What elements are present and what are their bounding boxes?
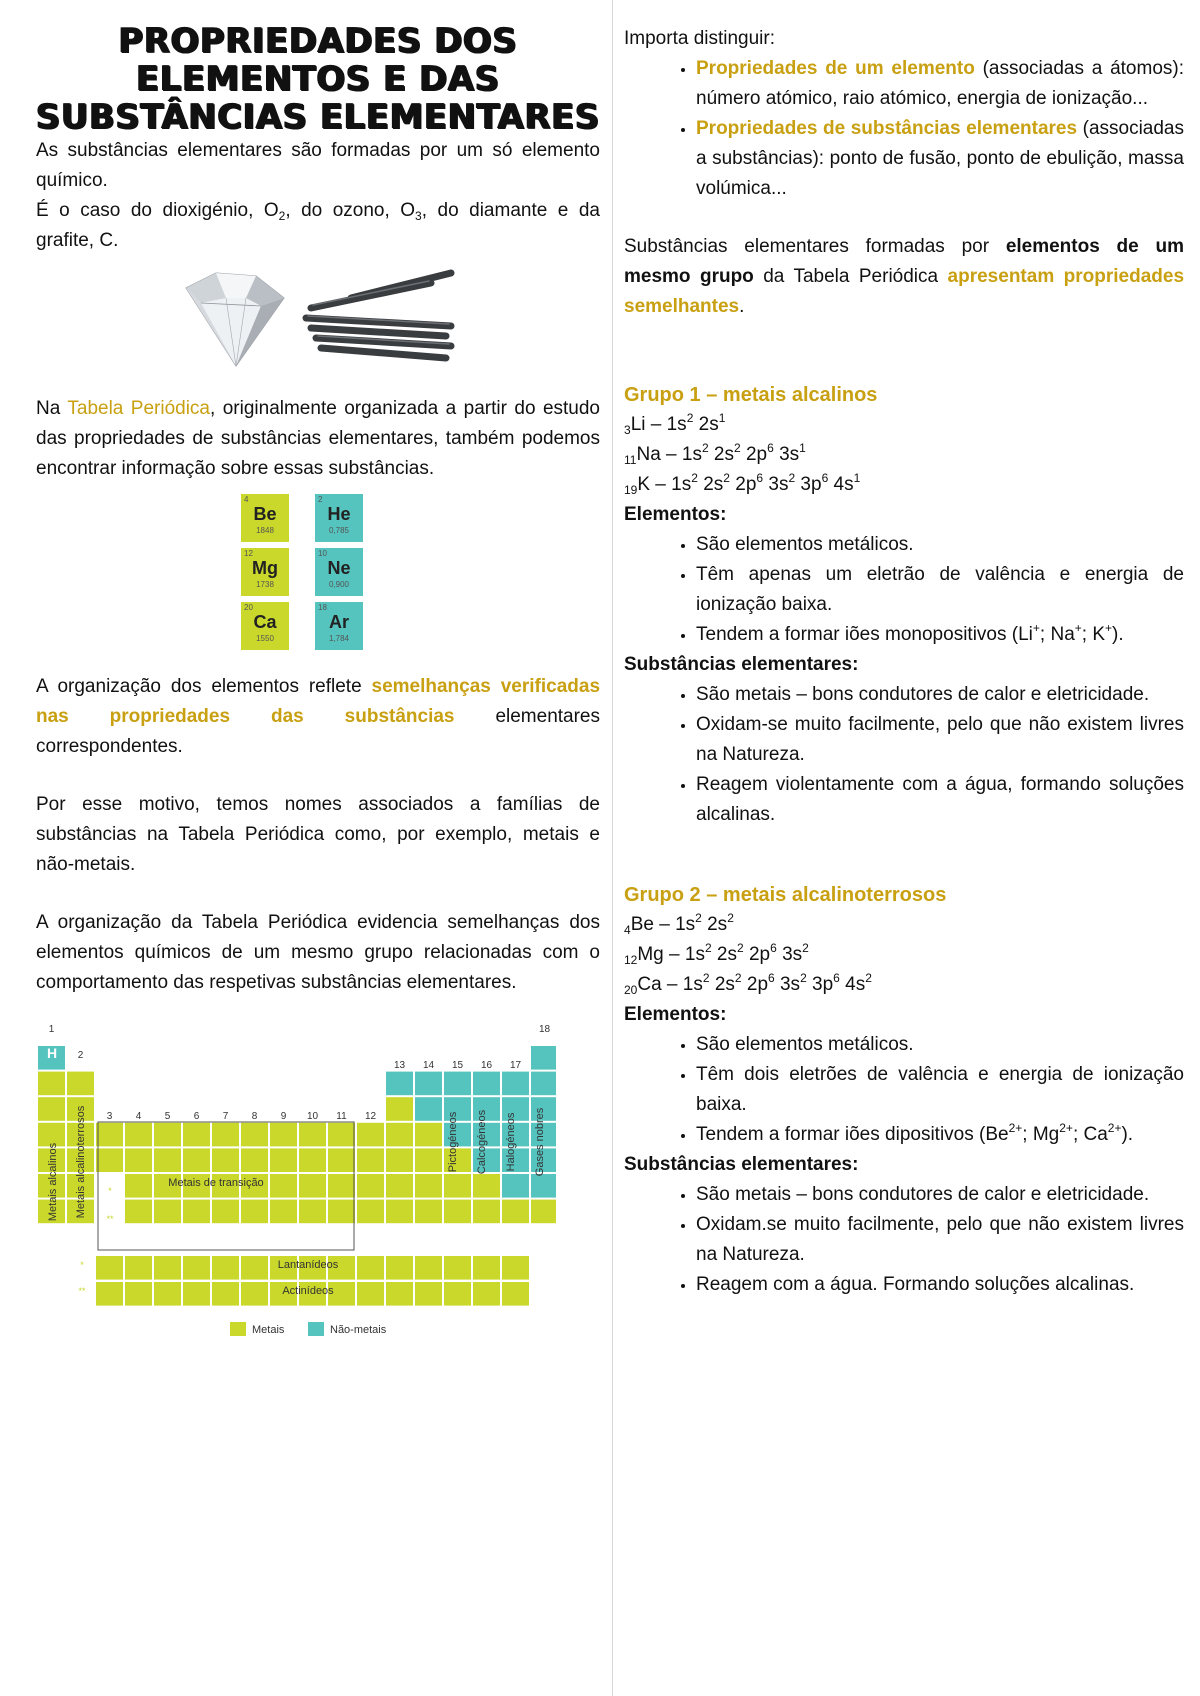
group-number: 16 — [480, 1060, 493, 1071]
orbital: 1s — [671, 474, 692, 495]
pt-cell — [415, 1097, 442, 1121]
electron-configuration — [624, 910, 1184, 940]
para-grupo-d: . — [739, 296, 745, 317]
properties-list — [624, 54, 1184, 204]
orbital: 3s — [773, 444, 800, 465]
pt-cell — [444, 1072, 471, 1096]
orbital: 2s — [708, 444, 735, 465]
pt-cell — [183, 1123, 210, 1147]
pt-cell — [212, 1123, 239, 1147]
orbital-electrons: 1 — [853, 471, 861, 485]
pt-cell — [183, 1200, 210, 1224]
element-tile-be — [241, 494, 289, 542]
pt-cell — [328, 1123, 355, 1147]
atomic-number: 19 — [624, 483, 638, 497]
group1-configurations — [624, 410, 1184, 500]
orbital: 2p — [743, 944, 771, 965]
hydrogen-symbol: H — [46, 1045, 58, 1061]
label-metais-transicao: Metais de transição — [168, 1177, 264, 1189]
pt-cell-lanthanide — [154, 1256, 181, 1280]
pt-cell-lanthanide — [241, 1256, 268, 1280]
orbital-electrons: 2 — [702, 971, 710, 985]
orbital-electrons: 2 — [788, 471, 796, 485]
marker-lanthanides-row: * — [80, 1260, 84, 1270]
orbital-electrons: 2 — [802, 941, 809, 955]
orbital: 2s — [697, 474, 724, 495]
pt-cell-lanthanide — [415, 1256, 442, 1280]
pt-cell — [386, 1123, 413, 1147]
group1-title: Grupo 1 – metais alcalinos — [624, 384, 878, 406]
pt-cell — [154, 1123, 181, 1147]
pt-cell-lanthanide — [386, 1256, 413, 1280]
orbital-electrons: 2 — [704, 941, 712, 955]
electron-configuration — [624, 410, 1184, 440]
element-num: 18 — [318, 603, 327, 612]
list-item: • Oxidam.se muito facilmente, pelo que não existem livres na Natureza. — [696, 1210, 1184, 1270]
group-number: 2 — [77, 1050, 84, 1061]
group2-elementos-list — [624, 1030, 1184, 1150]
pt-cell-actinide — [444, 1282, 471, 1306]
legend-nonmetal-swatch — [308, 1322, 324, 1336]
label-metais-alcalinoterrosos: Metais alcalinoterrosos — [75, 1105, 87, 1219]
list-item: • Oxidam-se muito facilmente, pelo que não existem livres na Natureza. — [696, 710, 1184, 770]
group2-ions — [985, 1121, 1134, 1145]
element-val: 1738 — [256, 580, 274, 589]
marker-actinides-row: ** — [78, 1286, 86, 1296]
label-pictogeneos: Pictogéneos — [447, 1111, 459, 1173]
element-num: 20 — [244, 603, 253, 612]
pt-cell — [444, 1200, 471, 1224]
atomic-number: 3 — [624, 423, 631, 437]
orbital: 2s — [693, 414, 719, 435]
group1-elementos-heading: Elementos: — [624, 504, 727, 525]
legend-metais: Metais — [252, 1324, 285, 1336]
pt-cell — [125, 1174, 152, 1198]
list-item — [696, 114, 1184, 204]
orbital: 1s — [682, 974, 703, 995]
element-tile-he — [315, 494, 363, 542]
pt-cell — [386, 1072, 413, 1096]
pt-cell — [502, 1174, 529, 1198]
ion-symbol: K — [1092, 624, 1106, 645]
ion-symbol: Mg — [1032, 1124, 1060, 1145]
pt-cell — [386, 1148, 413, 1172]
electron-configuration — [624, 470, 1184, 500]
pt-cell — [386, 1097, 413, 1121]
group1-elementos-list — [624, 530, 1184, 650]
page-title: PROPRIEDADES DOS ELEMENTOS E DAS SUBSTÂNCIAS ELEMENTARES — [36, 21, 600, 137]
pt-cell — [328, 1200, 355, 1224]
orbital-electrons: 6 — [756, 471, 764, 485]
orbital-electrons: 2 — [727, 911, 734, 925]
group-number: 5 — [164, 1111, 171, 1122]
pt-cell — [38, 1072, 65, 1096]
element-num: 10 — [318, 549, 327, 558]
label-lantanideos: Lantanídeos — [277, 1259, 339, 1271]
marker-actinides-cell: ** — [106, 1214, 114, 1224]
periodic-table-paragraph — [36, 394, 600, 484]
pt-cell-actinide — [125, 1282, 152, 1306]
pt-cell-actinide — [154, 1282, 181, 1306]
diamond-image — [166, 268, 296, 368]
pt-cell — [357, 1174, 384, 1198]
pt-cell — [415, 1200, 442, 1224]
element-num: 2 — [318, 495, 323, 504]
ion-separator: ; — [1039, 624, 1051, 645]
similarities-highlight: semelhanças verificadas nas propriedades das substâncias — [36, 676, 601, 727]
group-number: 4 — [135, 1111, 142, 1122]
list-item: • São metais – bons condutores de calor e eletricidade. — [696, 1180, 1184, 1210]
list-item: • Reagem violentamente com a água, formando soluções alcalinas. — [696, 770, 1184, 830]
group-evidence-paragraph: A organização da Tabela Periódica evidencia semelhanças dos elementos químicos de um mesmo grupo relacionadas com o comportamento das respetivas substâncias elementares. — [36, 912, 600, 993]
group-number: 1 — [48, 1024, 55, 1035]
element-symbol: Na – — [636, 444, 682, 465]
pt-cell-actinide — [212, 1282, 239, 1306]
pt-cell-lanthanide — [96, 1256, 123, 1280]
orbital-electrons: 6 — [833, 971, 840, 985]
orbital: 1s — [684, 944, 705, 965]
orbital: 2s — [709, 974, 735, 995]
orbital-electrons: 2 — [723, 471, 730, 485]
pt-cell — [386, 1174, 413, 1198]
pt-cell — [270, 1123, 297, 1147]
group-number: 15 — [451, 1060, 464, 1071]
group1-substancias-heading: Substâncias elementares: — [624, 654, 859, 675]
pt-cell-actinide — [473, 1282, 500, 1306]
list-item: • São metais – bons condutores de calor e eletricidade. — [696, 680, 1184, 710]
families-paragraph: Por esse motivo, temos nomes associados a famílias de substâncias na Tabela Periódica como, por exemplo, metais e não-metais. — [36, 794, 600, 875]
ions-prefix-g1: Tendem a formar iões monopositivos ( — [696, 624, 1019, 645]
orbital: 1s — [666, 414, 687, 435]
para-grupo-c: da Tabela Periódica — [753, 266, 948, 287]
ions-prefix-g2: Tendem a formar iões dipositivos ( — [696, 1124, 986, 1145]
same-group-bold: elementos de um mesmo grupo — [624, 236, 1185, 287]
orbital-electrons: 2 — [701, 441, 709, 455]
pt-cell — [183, 1148, 210, 1172]
list-item: • São elementos metálicos. — [696, 530, 1184, 560]
pt-cell — [96, 1148, 123, 1172]
ion-charge: 2+ — [1059, 1121, 1073, 1135]
atomic-number: 4 — [624, 923, 631, 937]
ion-symbol: Na — [1050, 624, 1075, 645]
intro-paragraph-1: As substâncias elementares são formadas por um só elemento químico. — [36, 140, 600, 191]
group-number: 3 — [106, 1111, 113, 1122]
orbital: 2s — [701, 914, 728, 935]
orbital-electrons: 1 — [718, 411, 726, 425]
pt-cell — [67, 1072, 94, 1096]
orbital-electrons: 2 — [686, 411, 694, 425]
ion-separator: ). — [1121, 1124, 1134, 1145]
list-item — [696, 620, 1184, 650]
periodic-table-highlight: Tabela Periódica — [67, 398, 211, 419]
pt-cell — [415, 1123, 442, 1147]
pt-cell — [473, 1174, 500, 1198]
atomic-number: 20 — [624, 983, 638, 997]
pt-cell-actinide — [502, 1282, 529, 1306]
element-sym: Mg — [252, 558, 278, 578]
element-properties-highlight: Propriedades de um elemento — [696, 58, 975, 79]
group-number: 18 — [538, 1024, 551, 1035]
pt-cell — [415, 1148, 442, 1172]
orbital-electrons: 6 — [767, 441, 774, 455]
group-number: 10 — [306, 1111, 319, 1122]
pt-cell — [328, 1148, 355, 1172]
element-tile-ar — [315, 602, 363, 650]
bullet2-rest: (associadas a substâncias): ponto de fusão, ponto de ebulição, massa volúmica... — [696, 118, 1184, 199]
pt-cell-helium — [531, 1046, 556, 1070]
pt-cell — [386, 1200, 413, 1224]
ion-charge: + — [1074, 621, 1082, 635]
element-symbol: Li – — [630, 414, 667, 435]
pt-cell — [212, 1148, 239, 1172]
pt-cell-lanthanide — [444, 1256, 471, 1280]
same-group-paragraph — [624, 232, 1184, 322]
orbital: 1s — [681, 444, 702, 465]
orbital: 3s — [776, 944, 803, 965]
pt-cell — [241, 1123, 268, 1147]
pt-cell — [502, 1072, 529, 1096]
element-val: 1,784 — [328, 634, 350, 643]
pt-cell — [299, 1200, 326, 1224]
pt-cell — [531, 1072, 556, 1096]
ion-charge: 2+ — [1008, 1121, 1023, 1135]
ion-charge: 2+ — [1107, 1121, 1122, 1135]
orbital-electrons: 6 — [768, 971, 775, 985]
group1-ions — [1018, 621, 1124, 645]
list-item: • Reagem com a água. Formando soluções alcalinas. — [696, 1270, 1184, 1300]
orbital: 4s — [828, 474, 854, 495]
group2-substancias-list — [624, 1180, 1184, 1300]
group-number: 12 — [364, 1111, 377, 1122]
group2-configurations — [624, 910, 1184, 1000]
pt-cell-actinide — [415, 1282, 442, 1306]
electron-configuration — [624, 970, 1184, 1000]
group-number: 8 — [251, 1111, 258, 1122]
group-number: 7 — [222, 1111, 229, 1122]
intro2-text-c: , do diamante e da grafite, C. — [36, 200, 600, 251]
pt-cell — [241, 1200, 268, 1224]
left-column — [36, 22, 600, 1362]
orbital: 2p — [741, 974, 769, 995]
group2-title: Grupo 2 – metais alcalinoterrosos — [624, 884, 947, 906]
pt-cell — [299, 1123, 326, 1147]
element-symbol: Mg – — [637, 944, 685, 965]
para-table-text-b: , originalmente organizada a partir do estudo das propriedades de substâncias elementares, também podemos encontrar informação sobre essas substâncias. — [36, 398, 600, 479]
organization-paragraph — [36, 672, 600, 762]
pt-cell — [38, 1097, 65, 1121]
pt-cell-actinide — [241, 1282, 268, 1306]
element-sym: Ar — [328, 612, 349, 632]
pt-cell — [531, 1200, 556, 1224]
orbital-electrons: 2 — [691, 471, 698, 485]
orbital: 2s — [711, 944, 738, 965]
o2-subscript: 2 — [278, 209, 286, 223]
group2-elementos-heading: Elementos: — [624, 1004, 727, 1025]
pt-cell-actinide — [96, 1282, 123, 1306]
substance-properties-highlight: Propriedades de substâncias elementares — [696, 118, 1078, 139]
atomic-number: 12 — [624, 953, 638, 967]
pt-cell — [96, 1123, 123, 1147]
pt-cell — [125, 1148, 152, 1172]
orbital: 2p — [740, 444, 768, 465]
orbital-electrons: 2 — [734, 441, 741, 455]
label-metais-alcalinos: Metais alcalinos — [47, 1142, 59, 1222]
pt-cell-lanthanide — [502, 1256, 529, 1280]
pt-cell-lanthanide — [183, 1256, 210, 1280]
ion-symbol: Ca — [1083, 1124, 1108, 1145]
diamond-graphite-images — [36, 268, 600, 368]
para-org-text-b: elementares correspondentes. — [36, 706, 600, 757]
electron-configuration — [624, 440, 1184, 470]
marker-lanthanides-cell: * — [108, 1186, 112, 1196]
pt-cell — [357, 1200, 384, 1224]
element-val: 1550 — [256, 634, 274, 643]
pt-cell — [270, 1200, 297, 1224]
group2-substancias-heading: Substâncias elementares: — [624, 1154, 859, 1175]
orbital: 3s — [763, 474, 789, 495]
group-number: 9 — [280, 1111, 287, 1122]
orbital: 1s — [675, 914, 696, 935]
element-sym: Be — [253, 504, 277, 524]
orbital-electrons: 6 — [770, 941, 777, 955]
pt-cell — [241, 1148, 268, 1172]
element-tile-ca — [241, 602, 289, 650]
ion-symbol: Be — [985, 1124, 1009, 1145]
pt-cell — [154, 1148, 181, 1172]
ion-separator: ). — [1112, 624, 1124, 645]
pt-cell-lanthanide — [357, 1256, 384, 1280]
importa-distinguir: Importa distinguir: — [624, 28, 776, 49]
orbital-electrons: 2 — [800, 971, 807, 985]
orbital: 4s — [839, 974, 866, 995]
pt-cell — [357, 1123, 384, 1147]
orbital-electrons: 1 — [799, 441, 806, 455]
pt-cell-actinide — [183, 1282, 210, 1306]
pt-cell — [125, 1200, 152, 1224]
orbital-electrons: 6 — [821, 471, 829, 485]
element-val: 0,785 — [328, 526, 350, 535]
pt-cell-lanthanide — [473, 1256, 500, 1280]
pt-cell — [415, 1174, 442, 1198]
list-item: • Têm apenas um eletrão de valência e energia de ionização baixa. — [696, 560, 1184, 620]
orbital-electrons: 2 — [734, 971, 742, 985]
group1-substancias-list — [624, 680, 1184, 830]
pt-cell-actinide — [357, 1282, 384, 1306]
element-val: 0,900 — [328, 580, 350, 589]
label-calcogeneos: Calcogéneos — [476, 1109, 488, 1175]
electron-configuration — [624, 940, 1184, 970]
pt-cell-lanthanide — [125, 1256, 152, 1280]
pt-cell — [531, 1174, 556, 1198]
element-tile-ne — [315, 548, 363, 596]
para-table-text-a: Na — [36, 398, 68, 419]
ion-symbol: Li — [1018, 624, 1033, 645]
atomic-number: 11 — [624, 453, 637, 467]
element-sym: Ne — [327, 558, 351, 578]
label-actinideos: Actinídeos — [282, 1285, 334, 1297]
group-number: 6 — [193, 1111, 200, 1122]
list-item — [696, 1120, 1184, 1150]
element-symbol: Be – — [630, 914, 676, 935]
pt-cell — [270, 1174, 297, 1198]
ion-separator: ; — [1072, 1124, 1084, 1145]
pt-cell — [502, 1200, 529, 1224]
legend-metal-swatch — [230, 1322, 246, 1336]
pt-cell — [125, 1123, 152, 1147]
pt-cell — [473, 1072, 500, 1096]
orbital: 3p — [806, 974, 834, 995]
pt-cell — [299, 1174, 326, 1198]
element-sym: Ca — [253, 612, 277, 632]
orbital-electrons: 2 — [695, 911, 702, 925]
pt-cell — [212, 1200, 239, 1224]
similar-properties-highlight: apresentam propriedades semelhantes — [624, 266, 1185, 317]
element-symbol: K – — [637, 474, 672, 495]
ion-separator: ; — [1081, 624, 1093, 645]
pt-cell-lanthanide — [212, 1256, 239, 1280]
ion-separator: ; — [1022, 1124, 1033, 1145]
group-number: 17 — [509, 1060, 522, 1071]
legend-nao-metais: Não-metais — [330, 1324, 387, 1336]
pt-cell — [270, 1148, 297, 1172]
pt-cell — [444, 1174, 471, 1198]
orbital-electrons: 2 — [865, 971, 872, 985]
periodic-table-diagram — [36, 1022, 556, 1352]
orbital: 3s — [774, 974, 801, 995]
para-grupo-a: Substâncias elementares formadas por — [624, 236, 1006, 257]
graphite-image — [301, 268, 461, 368]
pt-cell — [357, 1148, 384, 1172]
ion-charge: + — [1032, 621, 1040, 635]
intro2-text-a: É o caso do dioxigénio, O — [36, 200, 279, 221]
list-item: • São elementos metálicos. — [696, 1030, 1184, 1060]
element-sym: He — [327, 504, 351, 524]
pt-cell — [299, 1148, 326, 1172]
label-halogeneos: Halogéneos — [505, 1112, 517, 1172]
element-num: 4 — [244, 495, 249, 504]
orbital: 3p — [795, 474, 822, 495]
element-val: 1848 — [256, 526, 274, 535]
intro-paragraph-2 — [36, 196, 600, 256]
pt-cell — [473, 1200, 500, 1224]
right-column — [624, 24, 1184, 1300]
pt-cell — [415, 1072, 442, 1096]
label-gases-nobres: Gases nobres — [534, 1107, 546, 1177]
intro2-text-b: , do ozono, O — [285, 200, 416, 221]
group-number: 11 — [336, 1111, 347, 1122]
column-divider — [612, 0, 613, 1696]
orbital: 2p — [729, 474, 757, 495]
pt-cell-actinide — [386, 1282, 413, 1306]
pt-cell — [328, 1174, 355, 1198]
o3-subscript: 3 — [415, 209, 422, 223]
group-number: 13 — [393, 1060, 406, 1071]
element-num: 12 — [244, 549, 253, 558]
group-number: 14 — [422, 1060, 435, 1071]
pt-cell — [154, 1200, 181, 1224]
list-item: • Têm dois eletrões de valência e energia de ionização baixa. — [696, 1060, 1184, 1120]
bullet1-rest: (associadas a átomos): número atómico, raio atómico, energia de ionização... — [696, 58, 1184, 109]
orbital-electrons: 2 — [737, 941, 744, 955]
para-org-text-a: A organização dos elementos reflete — [36, 676, 372, 697]
ion-charge: + — [1105, 621, 1113, 635]
element-tile-mg — [241, 548, 289, 596]
element-symbol: Ca – — [637, 974, 683, 995]
element-tiles — [241, 494, 391, 654]
list-item — [696, 54, 1184, 114]
